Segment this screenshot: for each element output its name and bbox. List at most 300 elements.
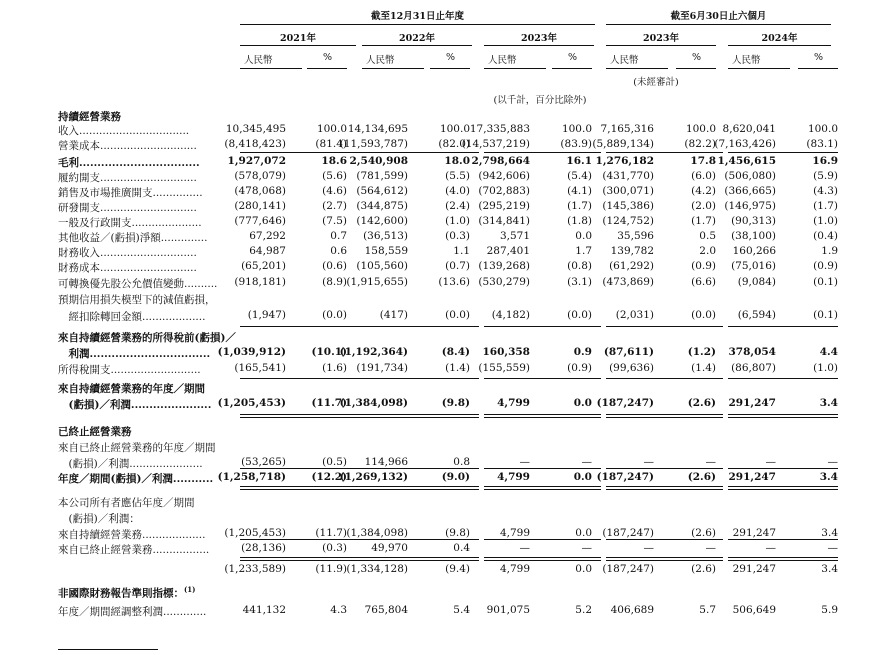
table-cell: 0.4 — [453, 542, 470, 554]
table-cell: (2.0) — [691, 200, 716, 212]
double-rule — [606, 486, 723, 490]
table-cell: 2,798,664 — [471, 155, 530, 167]
table-cell: — — [827, 542, 838, 554]
header-group-fiscal-year: 截至12月31日止年度 — [371, 11, 464, 22]
single-rule — [362, 152, 479, 153]
row-label: 本公司所有者應佔年度／期間 — [58, 497, 195, 509]
table-cell: 100.0 — [561, 123, 592, 135]
table-cell: 18.0 — [444, 155, 470, 167]
single-rule — [362, 468, 479, 469]
table-cell: (1.6) — [322, 362, 347, 374]
footnote-separator — [58, 649, 158, 650]
table-cell: (5.5) — [445, 170, 470, 182]
year-underline — [240, 45, 356, 46]
single-rule — [362, 326, 479, 327]
row-label: 已終止經營業務 — [58, 426, 132, 438]
single-rule — [240, 152, 363, 153]
table-cell: (142,600) — [356, 215, 408, 227]
table-cell: (8,418,423) — [224, 138, 286, 150]
table-cell: (4.0) — [445, 185, 470, 197]
table-cell: 18.6 — [321, 155, 347, 167]
double-rule — [240, 414, 363, 418]
table-cell: 1,927,072 — [227, 155, 286, 167]
single-rule — [728, 326, 838, 327]
percent-underline — [798, 68, 838, 69]
table-cell: 0.5 — [699, 230, 716, 242]
single-rule — [484, 152, 601, 153]
table-cell: 291,247 — [732, 527, 776, 539]
table-cell: (9.0) — [441, 471, 470, 483]
table-cell: (1,384,098) — [339, 397, 408, 409]
table-cell: (0.9) — [813, 260, 838, 272]
table-cell: (2.6) — [687, 471, 716, 483]
row-label: 研發開支............................. — [58, 202, 197, 214]
table-cell: (36,513) — [363, 230, 408, 242]
table-cell: (4.3) — [813, 185, 838, 197]
table-cell: 1.9 — [821, 245, 838, 257]
table-cell: (187,247) — [602, 527, 654, 539]
table-cell: (0.1) — [813, 276, 838, 288]
year-header: 2022年 — [399, 33, 435, 44]
table-cell: 3.4 — [821, 563, 838, 575]
row-label: (虧損)／利潤： — [58, 513, 140, 525]
table-cell: (1,205,453) — [224, 527, 286, 539]
percent-header: % — [568, 52, 578, 63]
table-cell: 378,054 — [728, 346, 776, 358]
table-cell: (124,752) — [602, 215, 654, 227]
single-rule — [240, 378, 363, 379]
single-rule — [606, 539, 723, 540]
row-label: 其他收益／(虧損)淨額.............. — [58, 232, 208, 244]
table-cell: 2.0 — [699, 245, 716, 257]
table-cell: (1,384,098) — [346, 527, 408, 539]
table-cell: (0.5) — [322, 456, 347, 468]
row-label: 營業成本............................. — [58, 140, 197, 152]
table-cell: (28,136) — [241, 542, 286, 554]
table-cell: (9,084) — [737, 276, 776, 288]
table-cell: 0.0 — [573, 397, 592, 409]
table-cell: 1,276,182 — [595, 155, 654, 167]
table-cell: 291,247 — [728, 397, 776, 409]
row-label: 一般及行政開支..................... — [58, 217, 202, 229]
currency-header: 人民幣 — [732, 55, 761, 66]
table-cell: (53,265) — [241, 456, 286, 468]
single-rule — [484, 468, 601, 469]
row-label: 來自持續經營業務................... — [58, 529, 206, 541]
table-cell: (506,080) — [724, 170, 776, 182]
table-cell: (4.6) — [322, 185, 347, 197]
table-cell: 291,247 — [728, 471, 776, 483]
table-cell: (87,611) — [603, 346, 654, 358]
table-cell: 100.0 — [685, 123, 716, 135]
table-cell: 4,799 — [497, 397, 530, 409]
table-cell: — — [643, 456, 654, 468]
double-rule — [362, 414, 479, 418]
table-cell: (0.0) — [691, 309, 716, 321]
single-rule — [362, 378, 479, 379]
table-cell: (2.6) — [691, 527, 716, 539]
table-cell: 16.1 — [566, 155, 592, 167]
table-cell: (14,537,219) — [461, 138, 530, 150]
table-cell: — — [765, 542, 776, 554]
row-label: 年度／期間經調整利潤............. — [58, 606, 207, 618]
row-label: (虧損)／利潤...................... — [58, 458, 203, 470]
table-cell: (1.7) — [567, 200, 592, 212]
table-cell: 0.6 — [330, 245, 347, 257]
table-cell: 3.4 — [819, 397, 838, 409]
percent-header: % — [323, 52, 333, 63]
table-cell: (105,560) — [356, 260, 408, 272]
table-cell: (366,665) — [724, 185, 776, 197]
table-cell: 158,559 — [364, 245, 408, 257]
row-label: 來自已終止經營業務的年度／期間 — [58, 442, 216, 454]
table-cell: (11.7) — [315, 527, 347, 539]
table-cell: (83.1) — [806, 138, 838, 150]
table-cell: (1,334,128) — [346, 563, 408, 575]
table-cell: (187,247) — [596, 397, 654, 409]
row-label: 預期信用損失模型下的減值虧損， — [58, 294, 216, 306]
double-rule — [728, 414, 838, 418]
table-cell: 5.4 — [453, 604, 470, 616]
single-rule — [484, 326, 601, 327]
table-cell: (1,947) — [247, 309, 286, 321]
table-cell: (1,233,589) — [224, 563, 286, 575]
table-cell: (9.8) — [445, 527, 470, 539]
single-rule — [606, 468, 723, 469]
double-rule — [606, 557, 723, 561]
table-cell: 0.0 — [575, 230, 592, 242]
table-cell: (564,612) — [356, 185, 408, 197]
table-cell: (0.4) — [813, 230, 838, 242]
double-rule — [240, 557, 363, 561]
single-rule — [728, 378, 838, 379]
row-label: 財務收入............................. — [58, 247, 197, 259]
table-cell: (2.7) — [322, 200, 347, 212]
table-cell: (145,386) — [602, 200, 654, 212]
year-underline — [606, 45, 716, 46]
table-cell: (146,975) — [724, 200, 776, 212]
table-cell: 0.9 — [573, 346, 592, 358]
table-cell: (6.0) — [691, 170, 716, 182]
currency-underline — [240, 68, 302, 69]
table-cell: (9.4) — [445, 563, 470, 575]
double-rule — [484, 414, 601, 418]
table-cell: (1.2) — [687, 346, 716, 358]
table-cell: (187,247) — [602, 563, 654, 575]
table-cell: (0.1) — [813, 309, 838, 321]
single-rule — [240, 326, 363, 327]
table-cell: (86,807) — [731, 362, 776, 374]
table-cell: 4.3 — [330, 604, 347, 616]
table-cell: (6.6) — [691, 276, 716, 288]
table-cell: 100.0 — [316, 123, 347, 135]
table-cell: (75,016) — [731, 260, 776, 272]
table-cell: (1.0) — [445, 215, 470, 227]
year-underline — [362, 45, 472, 46]
table-cell: (1,205,453) — [217, 397, 286, 409]
table-cell: (4,182) — [491, 309, 530, 321]
table-cell: 5.2 — [575, 604, 592, 616]
table-cell: (4.2) — [691, 185, 716, 197]
table-cell: (2.4) — [445, 200, 470, 212]
table-cell: (314,841) — [478, 215, 530, 227]
row-label: 來自持續經營業務的所得稅前(虧損)／ — [58, 332, 236, 344]
single-rule — [240, 468, 363, 469]
percent-underline — [307, 68, 347, 69]
table-cell: 1.1 — [453, 245, 470, 257]
table-cell: 0.0 — [575, 563, 592, 575]
table-cell: (344,875) — [356, 200, 408, 212]
table-cell: 441,132 — [242, 604, 286, 616]
currency-header: 人民幣 — [244, 55, 273, 66]
table-cell: 2,540,908 — [349, 155, 408, 167]
table-cell: (1,192,364) — [339, 346, 408, 358]
table-cell: (0.0) — [445, 309, 470, 321]
double-rule — [240, 486, 363, 490]
single-rule — [484, 378, 601, 379]
table-cell: (473,869) — [602, 276, 654, 288]
table-cell: (1.7) — [691, 215, 716, 227]
table-cell: (155,559) — [478, 362, 530, 374]
table-cell: 901,075 — [486, 604, 530, 616]
table-cell: 765,804 — [364, 604, 408, 616]
single-rule — [484, 539, 601, 540]
table-cell: (6,594) — [737, 309, 776, 321]
table-cell: (1,258,718) — [217, 471, 286, 483]
row-label: 持續經營業務 — [58, 111, 121, 123]
table-cell: 5.9 — [821, 604, 838, 616]
table-cell: 4,799 — [499, 527, 530, 539]
table-cell: 114,966 — [364, 456, 408, 468]
table-cell: (0.3) — [322, 542, 347, 554]
table-cell: (1.4) — [445, 362, 470, 374]
row-label: 非國際財務報告準則指標：$^{(1)}$ — [58, 585, 196, 600]
table-cell: (1.7) — [813, 200, 838, 212]
table-cell: (11,593,787) — [339, 138, 408, 150]
table-cell: (0.6) — [322, 260, 347, 272]
row-label: 年度／期間(虧損)／利潤........... — [58, 473, 214, 485]
currency-underline — [484, 68, 546, 69]
table-cell: (139,268) — [478, 260, 530, 272]
percent-header: % — [692, 52, 702, 63]
table-cell: 139,782 — [610, 245, 654, 257]
table-cell: 49,970 — [371, 542, 408, 554]
table-cell: (83.9) — [560, 138, 592, 150]
table-cell: (777,646) — [234, 215, 286, 227]
unit-note: (以千計，百分比除外) — [493, 95, 587, 106]
table-cell: 64,987 — [249, 245, 286, 257]
percent-underline — [676, 68, 716, 69]
table-cell: 4,799 — [499, 563, 530, 575]
table-cell: (11.9) — [315, 563, 347, 575]
header-line-top — [606, 24, 831, 25]
table-cell: 5.7 — [699, 604, 716, 616]
table-cell: 0.0 — [573, 471, 592, 483]
table-cell: (1.0) — [813, 362, 838, 374]
table-cell: (5.6) — [322, 170, 347, 182]
table-cell: (13.6) — [438, 276, 470, 288]
table-cell: — — [765, 456, 776, 468]
table-cell: (0.9) — [567, 362, 592, 374]
table-cell: (3.1) — [567, 276, 592, 288]
table-cell: — — [705, 542, 716, 554]
table-cell: 100.0 — [439, 123, 470, 135]
table-cell: (11.7) — [311, 397, 347, 409]
table-cell: (82.2) — [684, 138, 716, 150]
year-underline — [728, 45, 831, 46]
year-header: 2023年 — [521, 33, 557, 44]
table-cell: (431,770) — [602, 170, 654, 182]
double-rule — [728, 557, 838, 561]
table-cell: (702,883) — [478, 185, 530, 197]
table-cell: (90,313) — [731, 215, 776, 227]
row-label: 來自持續經營業務的年度／期間 — [58, 383, 205, 395]
table-cell: 4.4 — [819, 346, 838, 358]
table-cell: (4.1) — [567, 185, 592, 197]
table-cell: — — [519, 542, 530, 554]
table-cell: 16.9 — [812, 155, 838, 167]
table-cell: (65,201) — [241, 260, 286, 272]
table-cell: (1,269,132) — [339, 471, 408, 483]
table-cell: — — [581, 542, 592, 554]
row-label: 可轉換優先股公允價值變動.......... — [58, 278, 218, 290]
row-label: 銷售及市場推廣開支............... — [58, 187, 203, 199]
table-cell: 4,799 — [497, 471, 530, 483]
table-cell: 3,571 — [499, 230, 530, 242]
table-cell: 17,335,883 — [469, 123, 530, 135]
table-cell: 291,247 — [732, 563, 776, 575]
row-label: 所得稅開支........................... — [58, 364, 201, 376]
table-cell: 10,345,495 — [225, 123, 286, 135]
table-cell: (1.4) — [691, 362, 716, 374]
year-header: 2024年 — [761, 33, 798, 44]
table-cell: (5.9) — [813, 170, 838, 182]
table-cell: (0.7) — [445, 260, 470, 272]
percent-header: % — [814, 52, 824, 63]
single-rule — [240, 539, 363, 540]
row-label: 經扣除轉回金額................... — [58, 311, 206, 323]
table-cell: (530,279) — [478, 276, 530, 288]
table-cell: (9.8) — [441, 397, 470, 409]
table-cell: 160,266 — [732, 245, 776, 257]
single-rule — [728, 539, 838, 540]
year-header: 2023年 — [643, 33, 679, 44]
table-cell: (578,079) — [234, 170, 286, 182]
table-cell: (8.4) — [441, 346, 470, 358]
table-cell: (5,889,134) — [592, 138, 654, 150]
row-label: 利潤................................. — [58, 348, 211, 360]
row-label: 來自已終止經營業務................. — [58, 544, 210, 556]
table-cell: (10.1) — [311, 346, 347, 358]
table-cell: — — [827, 456, 838, 468]
table-cell: 406,689 — [610, 604, 654, 616]
table-cell: 14,134,695 — [347, 123, 408, 135]
double-rule — [606, 414, 723, 418]
single-rule — [606, 152, 723, 153]
table-cell: (7.5) — [322, 215, 347, 227]
row-label: (虧損)／利潤...................... — [58, 399, 212, 411]
year-underline — [484, 45, 594, 46]
table-cell: 67,292 — [249, 230, 286, 242]
double-rule — [728, 486, 838, 490]
table-cell: 3.4 — [821, 527, 838, 539]
table-cell: (1,915,655) — [346, 276, 408, 288]
table-cell: 8,620,041 — [722, 123, 776, 135]
single-rule — [728, 468, 838, 469]
table-cell: 3.4 — [819, 471, 838, 483]
row-label: 財務成本............................. — [58, 262, 197, 274]
table-cell: — — [519, 456, 530, 468]
table-cell: (295,219) — [478, 200, 530, 212]
table-cell: 100.0 — [807, 123, 838, 135]
table-cell: (12.2) — [311, 471, 347, 483]
table-cell: (1.8) — [567, 215, 592, 227]
double-rule — [484, 557, 601, 561]
table-cell: (0.8) — [567, 260, 592, 272]
table-cell: 1.7 — [575, 245, 592, 257]
table-cell: (2.6) — [691, 563, 716, 575]
table-cell: — — [705, 456, 716, 468]
year-header: 2021年 — [280, 33, 316, 44]
table-cell: (1.0) — [813, 215, 838, 227]
table-cell: (7,163,426) — [714, 138, 776, 150]
table-cell: (0.0) — [567, 309, 592, 321]
header-line-top — [240, 24, 595, 25]
table-cell: (38,100) — [731, 230, 776, 242]
table-cell: (942,606) — [478, 170, 530, 182]
table-cell: (478,068) — [234, 185, 286, 197]
table-cell: — — [643, 542, 654, 554]
table-cell: (165,541) — [234, 362, 286, 374]
currency-underline — [728, 68, 790, 69]
percent-underline — [552, 68, 592, 69]
percent-underline — [430, 68, 470, 69]
single-rule — [606, 326, 723, 327]
table-cell: (280,141) — [234, 200, 286, 212]
percent-header: % — [446, 52, 456, 63]
table-cell: 160,358 — [482, 346, 530, 358]
table-cell: (0.3) — [445, 230, 470, 242]
table-cell: 1,456,615 — [717, 155, 776, 167]
table-cell: 0.7 — [330, 230, 347, 242]
single-rule — [606, 378, 723, 379]
currency-underline — [606, 68, 668, 69]
table-cell: (61,292) — [609, 260, 654, 272]
table-cell: — — [581, 456, 592, 468]
table-cell: 7,165,316 — [600, 123, 654, 135]
double-rule — [362, 486, 479, 490]
single-rule — [362, 539, 479, 540]
table-cell: (2,031) — [615, 309, 654, 321]
unaudited-note: (未經審計) — [633, 77, 679, 88]
footnote-marker: (1) — [184, 585, 196, 594]
table-cell: (81.4) — [315, 138, 347, 150]
table-cell: (82.0) — [438, 138, 470, 150]
table-cell: (918,181) — [234, 276, 286, 288]
currency-underline — [362, 68, 424, 69]
single-rule — [728, 152, 838, 153]
table-cell: (0.0) — [322, 309, 347, 321]
table-cell: 35,596 — [617, 230, 654, 242]
row-label: 履約開支............................. — [58, 172, 197, 184]
table-cell: (417) — [379, 309, 408, 321]
table-cell: (2.6) — [687, 397, 716, 409]
table-cell: (300,071) — [602, 185, 654, 197]
double-rule — [484, 486, 601, 490]
table-cell: (1,039,912) — [217, 346, 286, 358]
table-cell: 287,401 — [486, 245, 530, 257]
table-cell: (99,636) — [609, 362, 654, 374]
